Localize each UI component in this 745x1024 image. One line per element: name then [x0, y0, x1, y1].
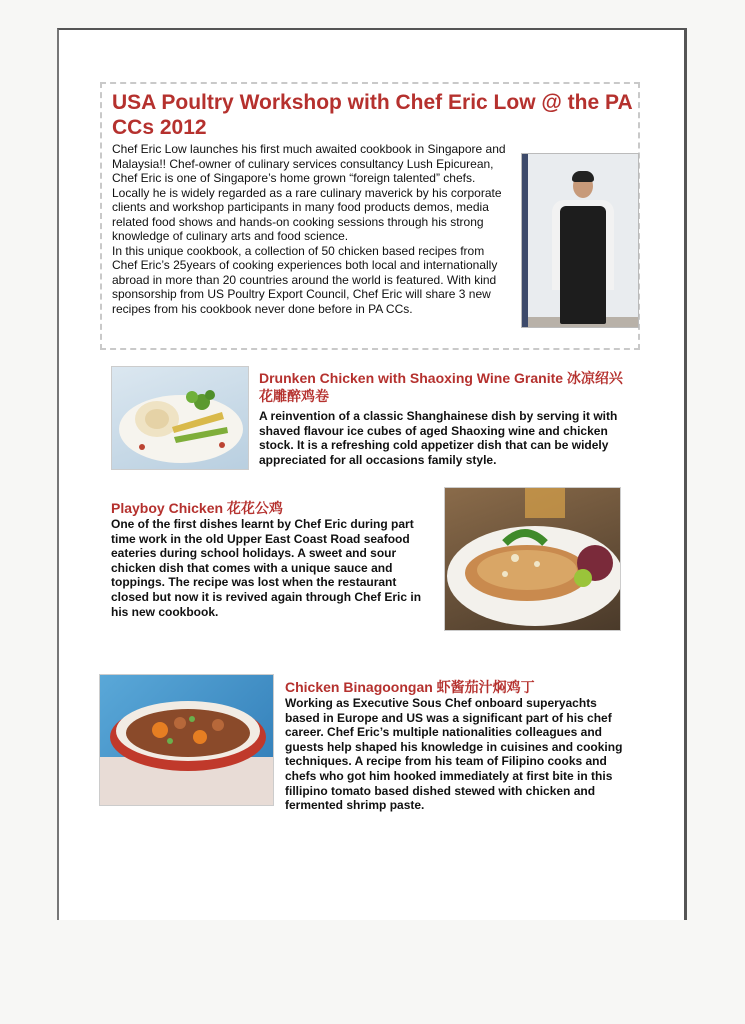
dish-description-chicken-binagoongan: Working as Executive Sous Chef onboard superyachts based in Europe and US was a significant part of his chef career. Chef Eric’s multiple nationalities colleagues and guests help shaped his knowledge in cuisines and cooking techniques. A recipe from his team of Filipino cooks and chefs who got him hooked immediately at first bite in this fillipino tomato based dished stewed with chicken and fermented shrimp paste. — [285, 696, 623, 813]
dish-title-chicken-binagoongan: Chicken Binagoongan 虾酱茄汁焖鸡丁 — [285, 679, 535, 695]
intro-paragraph-2: In this unique cookbook, a collection of 50 chicken based recipes from Chef Eric’s 25years of cooking experiences both local and internationally abroad in more than 20 countries around the world is featured. With kind sponsorship from US Poultry Export Council, Chef Eric will share 3 new recipes from his cookbook never done before in PA CCs. — [112, 243, 498, 316]
chef-photo — [521, 153, 639, 328]
intro-text — [112, 142, 512, 316]
dish-description-playboy-chicken: One of the first dishes learnt by Chef Eric during part time work in the old Upper East Coast Road seafood eateries during school holidays. A sweet and sour chicken dish that comes with a unique sauce and toppings. The recipe was lost when the restaurant closed but now it is revived again through Chef Eric in his new cookbook. — [111, 517, 422, 619]
playboy-chicken-photo — [444, 487, 621, 631]
chicken-binagoongan-photo — [99, 674, 274, 806]
intro-paragraph-1: Chef Eric Low launches his first much awaited cookbook in Singapore and Malaysia!! Chef-owner of culinary services consultancy Lush Epicurean, Chef Eric is one of Singapore’s home grown “foreign talented” chefs. Locally he is widely regarded as a rare culinary maverick by his corporate clients and workshop participants in many food products demos, media related food shows and hands-on cooking sessions through his strong knowledge of culinary arts and food science. — [112, 142, 506, 243]
dish-title-playboy-chicken: Playboy Chicken 花花公鸡 — [111, 500, 283, 516]
page-title: USA Poultry Workshop with Chef Eric Low @ the PA CCs 2012 — [112, 91, 632, 139]
dish-title-drunken-chicken: Drunken Chicken with Shaoxing Wine Granite 冰凉绍兴花雕醉鸡卷 — [259, 370, 623, 404]
drunken-chicken-photo — [111, 366, 249, 470]
dish-description-drunken-chicken: A reinvention of a classic Shanghainese dish by serving it with shaved flavour ice cubes of aged Shaoxing wine and chicken stock. It is a refreshing cold appetizer dish that can be widely appreciated for all occasions family style. — [259, 409, 618, 467]
